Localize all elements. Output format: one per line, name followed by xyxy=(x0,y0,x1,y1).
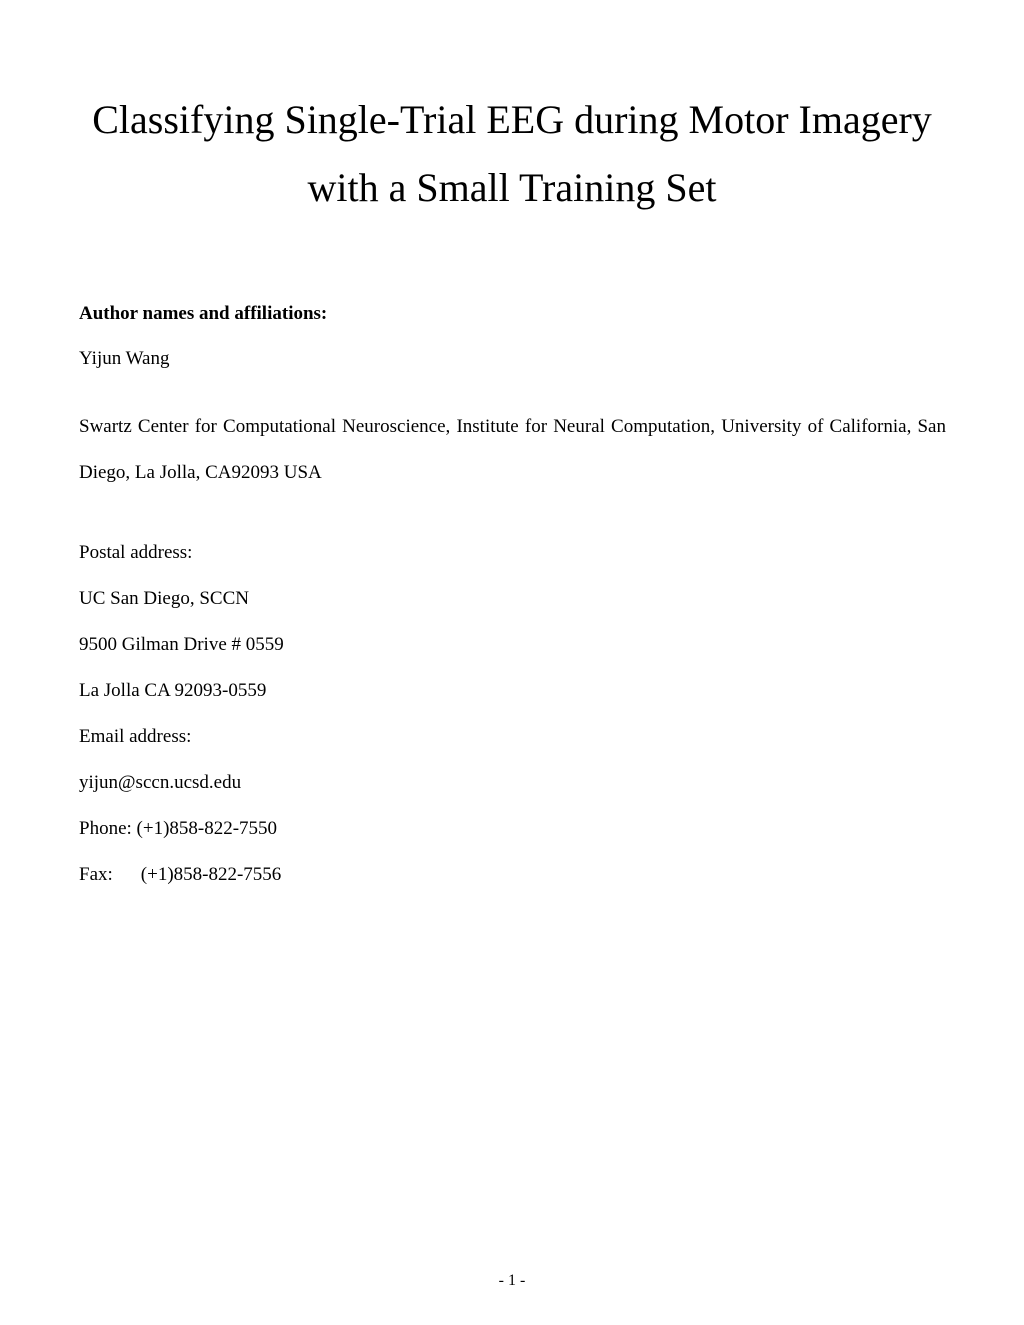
affiliation-word: for xyxy=(194,416,217,437)
affiliation-line-2: Diego, La Jolla, CA92093 USA xyxy=(79,462,322,483)
affiliation-word: Neuroscience, xyxy=(342,416,451,437)
phone-number: Phone: (+1)858-822-7550 xyxy=(79,818,278,839)
affiliation-word: Neural xyxy=(553,416,605,437)
author-name: Yijun Wang xyxy=(79,348,170,369)
authors-heading: Author names and affiliations: xyxy=(79,303,328,324)
fax-number: (+1)858-822-7556 xyxy=(140,864,282,885)
page-number: - 1 - xyxy=(498,1272,526,1289)
affiliation-word: Computation, xyxy=(611,416,716,437)
affiliation-line-1 xyxy=(79,417,946,436)
affiliation-word: California, xyxy=(829,416,912,437)
fax-label: Fax: xyxy=(79,864,113,885)
fax-line xyxy=(79,865,281,884)
affiliation-word: Computational xyxy=(223,416,336,437)
postal-address-label: Postal address: xyxy=(79,542,193,563)
affiliation-word: for xyxy=(524,416,548,437)
affiliation-word: University xyxy=(721,416,802,437)
affiliation-word: Institute xyxy=(456,416,519,437)
postal-address-line-2: 9500 Gilman Drive # 0559 xyxy=(79,634,284,655)
postal-address-line-3: La Jolla CA 92093-0559 xyxy=(79,680,267,701)
paper-title-line-1: Classifying Single-Trial EEG during Motor Imagery xyxy=(92,97,932,142)
affiliation-word: of xyxy=(807,416,824,437)
affiliation-word: Swartz xyxy=(79,416,132,437)
paper-title-line-2: with a Small Training Set xyxy=(307,165,717,210)
email-address: yijun@sccn.ucsd.edu xyxy=(79,772,242,793)
affiliation-word: Center xyxy=(137,416,189,437)
email-label: Email address: xyxy=(79,726,192,747)
postal-address-line-1: UC San Diego, SCCN xyxy=(79,588,249,609)
affiliation-word: San xyxy=(917,416,946,437)
